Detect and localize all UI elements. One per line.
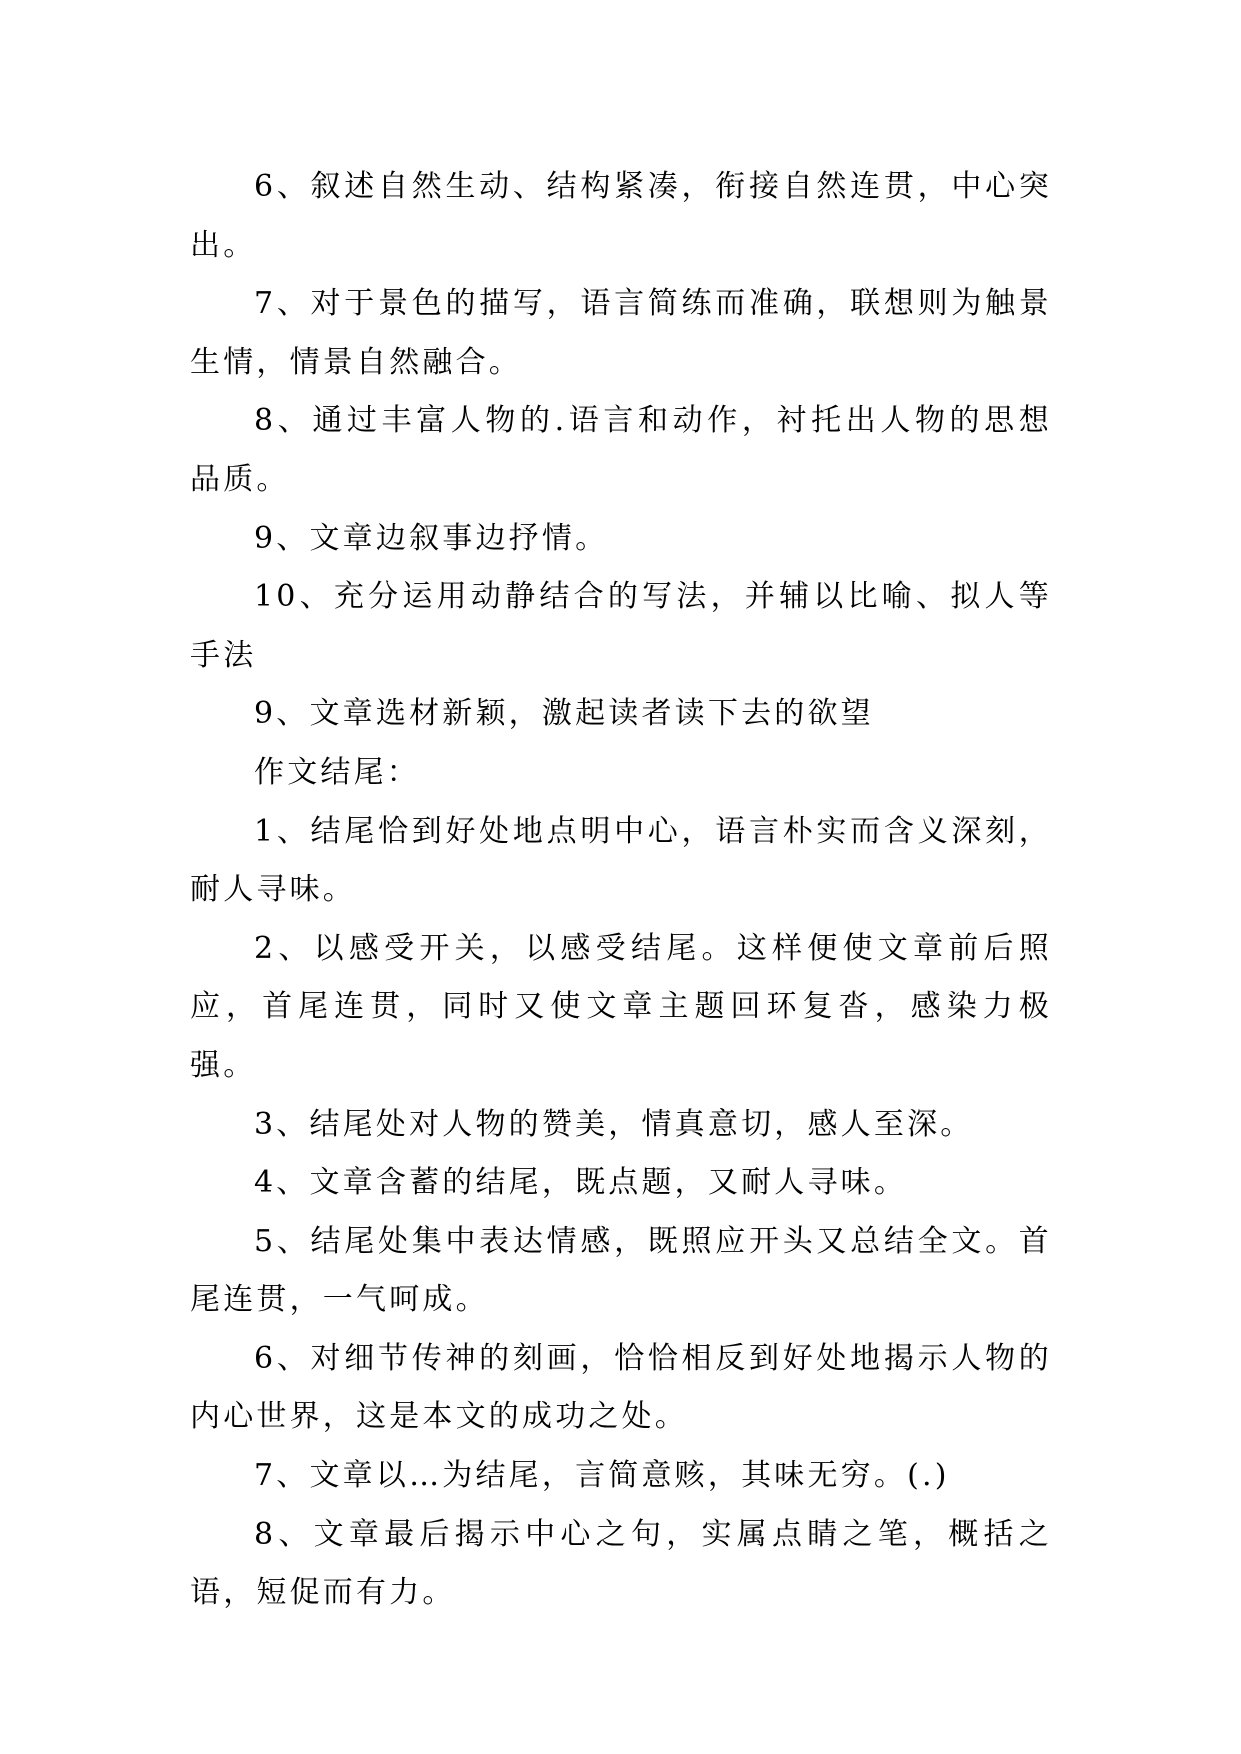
paragraph-item-9-material: 9、文章选材新颖，激起读者读下去的欲望 <box>254 696 874 732</box>
section-heading-ending: 作文结尾： <box>254 754 420 790</box>
document-body <box>190 158 1052 1623</box>
ending-item-2: 2、以感受开关，以感受结尾。这样便使文章前后照应，首尾连贯，同时又使文章主题回环复沓，感染力极强。 <box>190 930 1052 1083</box>
paragraph-item-8-character: 8、通过丰富人物的.语言和动作，衬托出人物的思想品质。 <box>190 403 1052 497</box>
paragraph-item-6-narration: 6、叙述自然生动、结构紧凑，衔接自然连贯，中心突出。 <box>190 169 1052 263</box>
ending-item-8: 8、文章最后揭示中心之句，实属点睛之笔，概括之语，短促而有力。 <box>190 1516 1052 1611</box>
ending-item-5: 5、结尾处集中表达情感，既照应开头又总结全文。首尾连贯，一气呵成。 <box>190 1223 1052 1318</box>
ending-item-1: 1、结尾恰到好处地点明中心，语言朴实而含义深刻，耐人寻味。 <box>190 813 1052 908</box>
ending-item-7: 7、文章以…为结尾，言简意赅，其味无穷。(.) <box>254 1458 950 1494</box>
ending-item-6: 6、对细节传神的刻画，恰恰相反到好处地揭示人物的内心世界，这是本文的成功之处。 <box>190 1340 1052 1435</box>
paragraph-item-7-scenery: 7、对于景色的描写，语言简练而准确，联想则为触景生情，情景自然融合。 <box>190 286 1052 380</box>
ending-item-4: 4、文章含蓄的结尾，既点题，又耐人寻味。 <box>254 1165 908 1201</box>
ending-item-3: 3、结尾处对人物的赞美，情真意切，感人至深。 <box>254 1106 974 1142</box>
paragraph-item-9-narrate-lyric: 9、文章边叙事边抒情。 <box>254 520 609 556</box>
paragraph-item-10-motion-stillness: 10、充分运用动静结合的写法，并辅以比喻、拟人等手法 <box>190 579 1052 673</box>
